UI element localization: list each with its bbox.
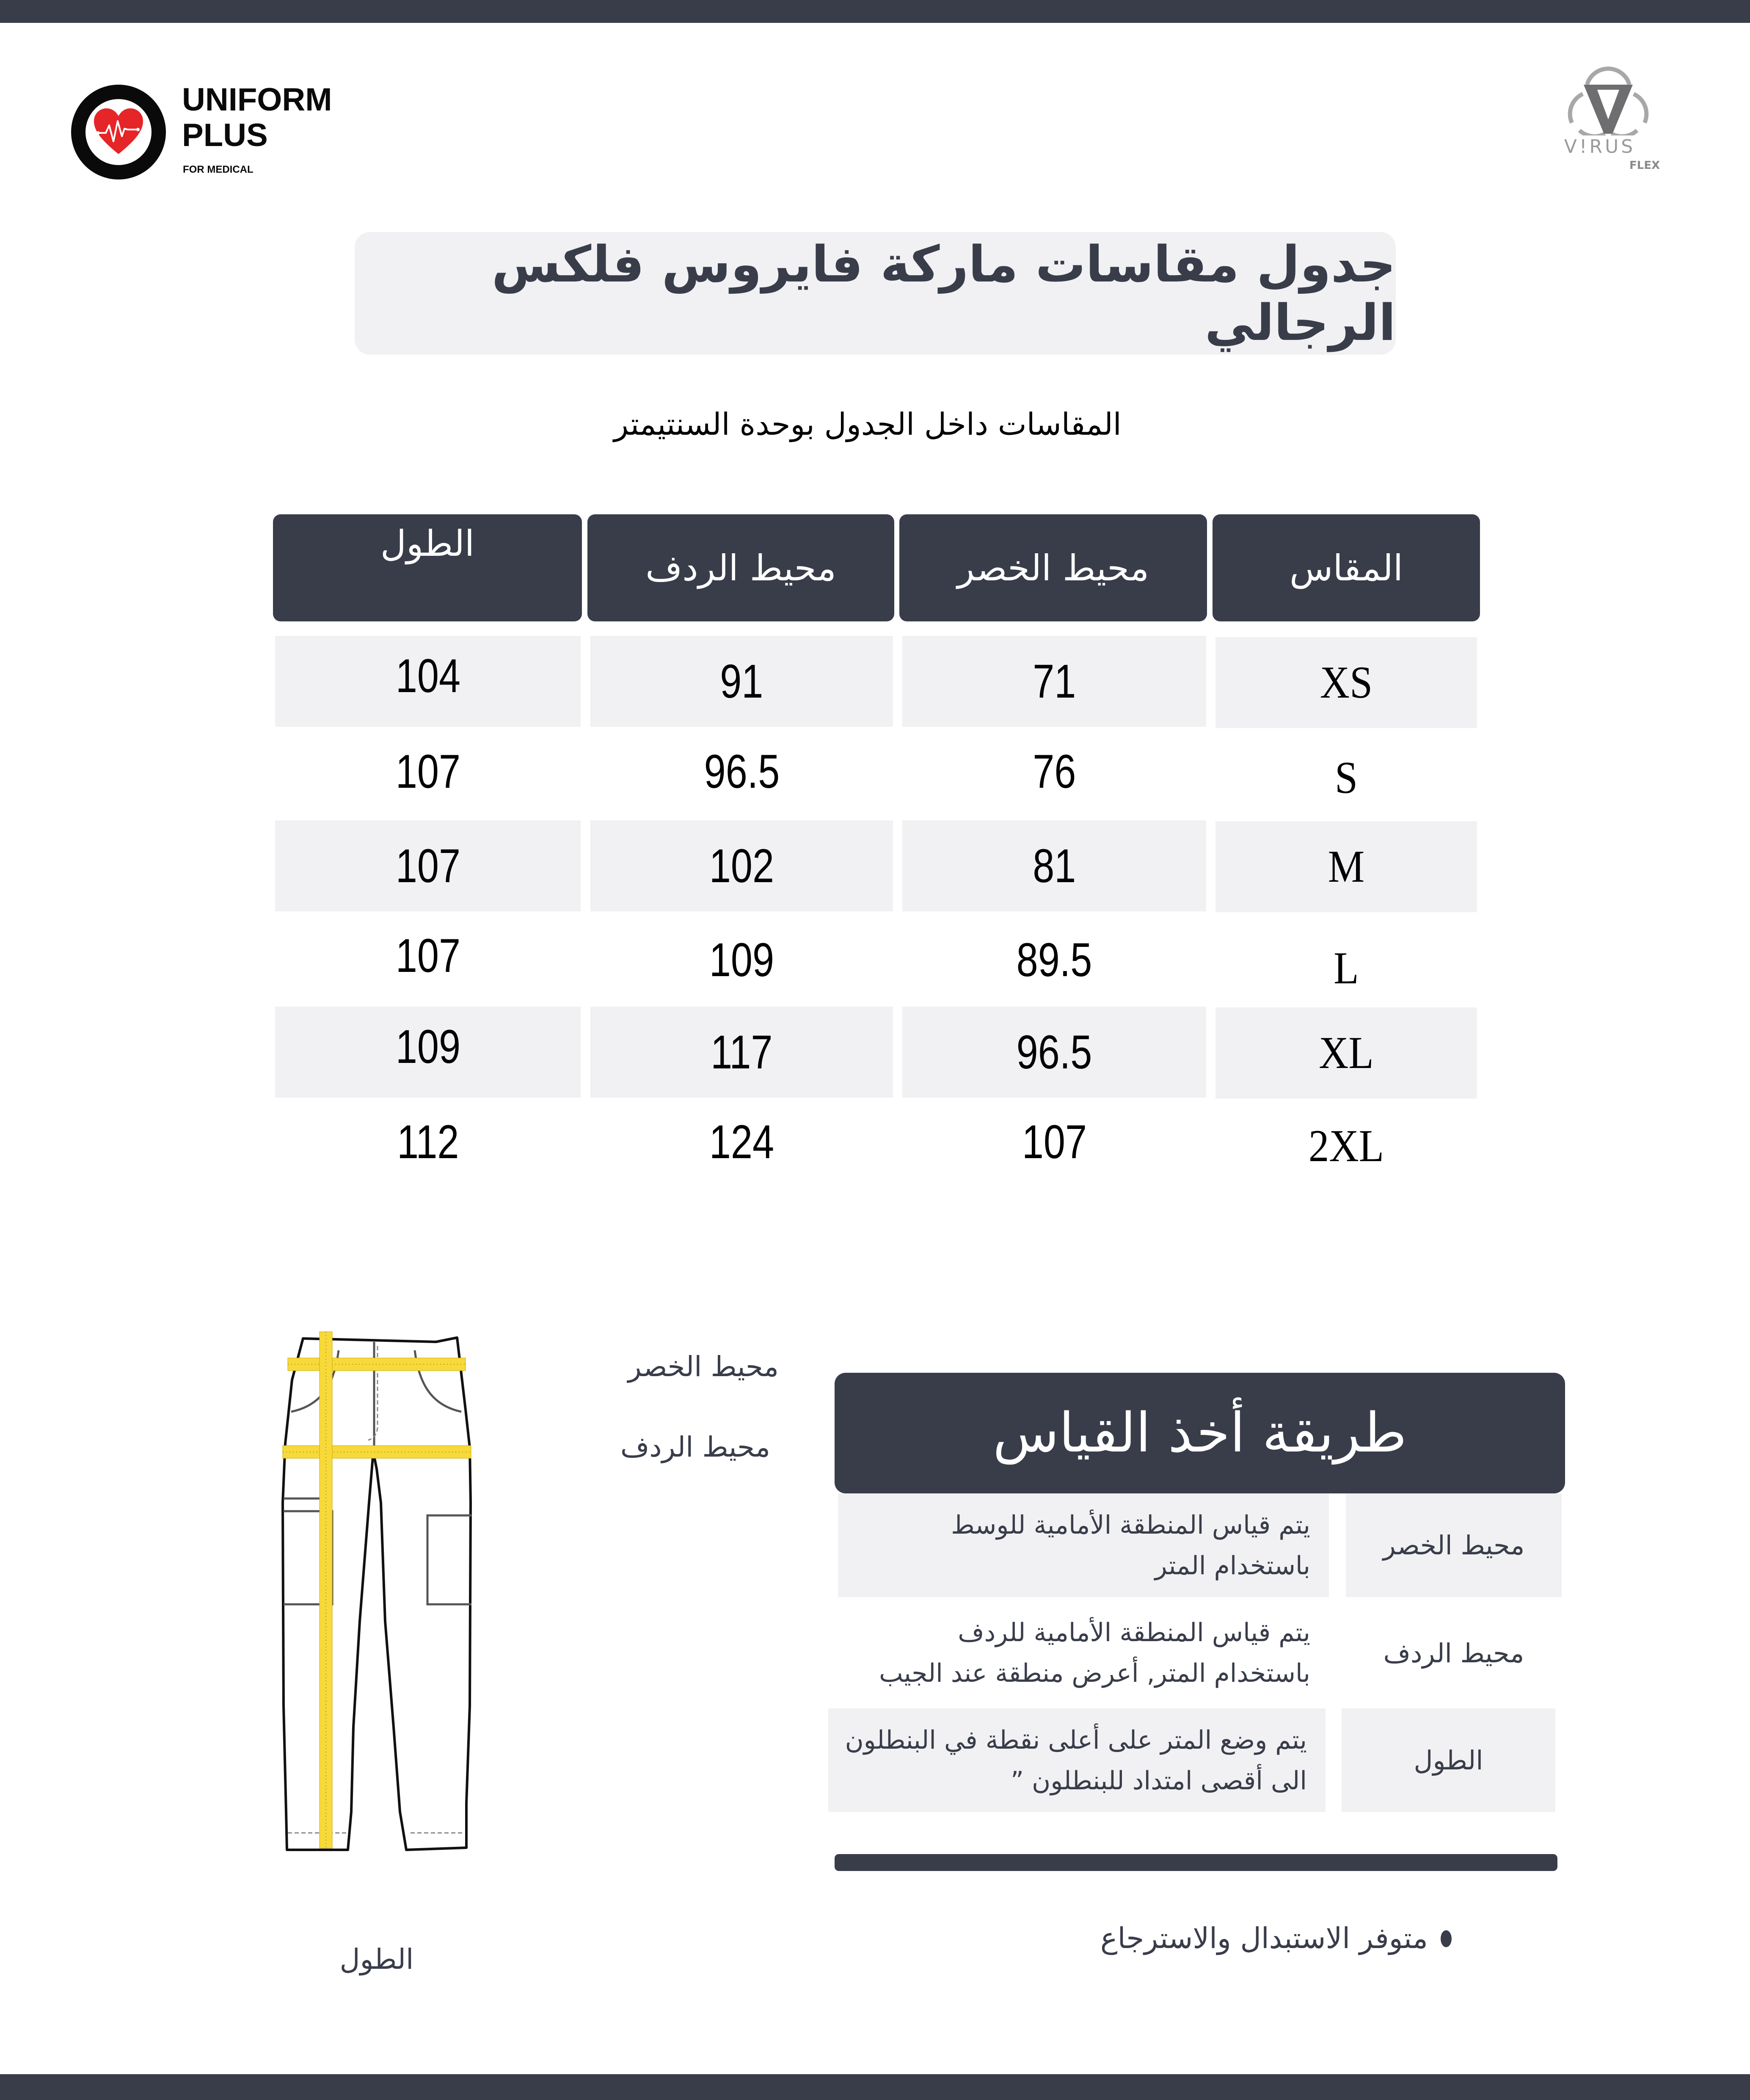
cell-waist: 107	[1022, 1115, 1087, 1168]
method-desc-hip: يتم قياس المنطقة الأمامية للردف باستخدام المتر, أعرض منطقة عند الجيب	[879, 1618, 1310, 1688]
cell-hip: 109	[709, 933, 774, 986]
method-title: طريقة أخذ القياس	[993, 1402, 1407, 1465]
top-bar	[0, 0, 1750, 23]
cell-length: 107	[395, 929, 460, 982]
cell-waist: 96.5	[902, 1007, 1206, 1098]
cell-waist: 76	[1032, 745, 1076, 798]
diagram-label-hip: محيط الردف	[620, 1431, 770, 1463]
cell-size: M	[1215, 821, 1477, 912]
cell-hip: 96.5	[704, 745, 780, 798]
flex-wordmark: FLEX	[1629, 159, 1660, 172]
cell-hip: 124	[709, 1115, 774, 1168]
brand-tagline: FOR MEDICAL	[183, 164, 254, 175]
biohazard-v-icon	[1557, 55, 1659, 135]
cell-waist: 81	[902, 820, 1206, 911]
cell-length: 112	[397, 1115, 459, 1168]
virus-wordmark: V!RUS	[1564, 136, 1636, 157]
method-title-box	[835, 1373, 1565, 1493]
waist-tape	[288, 1358, 466, 1371]
method-desc-waist: يتم قياس المنطقة الأمامية للوسط باستخدام المتر	[838, 1493, 1329, 1597]
diagram-label-length: الطول	[339, 1943, 414, 1976]
pants-measurement-diagram	[271, 1325, 576, 1939]
method-label-length: الطول	[1342, 1708, 1555, 1812]
cell-hip: 102	[590, 820, 893, 911]
cell-size: XL	[1215, 1007, 1477, 1098]
brand-name-line1: UNIFORM	[182, 82, 332, 118]
heart-pulse-icon	[92, 107, 145, 157]
title-box	[355, 232, 1396, 355]
header-length: الطول	[273, 514, 582, 621]
cell-length: 104	[275, 636, 581, 727]
cell-size: S	[1334, 752, 1358, 803]
method-label-waist: محيط الخصر	[1346, 1493, 1562, 1597]
cell-length: 107	[275, 820, 581, 911]
cell-length: 107	[395, 745, 460, 798]
cell-length: 109	[275, 1007, 581, 1098]
cell-size: XS	[1215, 637, 1477, 728]
header-size: المقاس	[1213, 514, 1480, 621]
cell-waist: 89.5	[1016, 933, 1092, 986]
bullet-icon	[1441, 1930, 1452, 1947]
exchange-note-text: متوفر الاستبدال والاسترجاع	[1100, 1922, 1428, 1955]
diagram-label-waist: محيط الخصر	[628, 1350, 779, 1383]
method-desc-length: يتم وضع المتر على أعلى نقطة في البنطلون الى أقصى امتداد للبنطلون ”	[828, 1708, 1326, 1812]
length-tape	[320, 1332, 332, 1848]
exchange-note	[1100, 1922, 1502, 1955]
page-title: جدول مقاسات ماركة فايروس فلكس الرجالي	[491, 235, 1396, 352]
brand-name-line2: PLUS	[182, 117, 268, 153]
header-waist: محيط الخصر	[899, 514, 1207, 621]
cell-waist: 71	[902, 636, 1206, 727]
cell-size: 2XL	[1308, 1120, 1384, 1171]
cell-size: L	[1334, 943, 1359, 993]
units-subtitle: المقاسات داخل الجدول بوحدة السنتيمتر	[614, 406, 1122, 442]
method-footer-bar	[835, 1854, 1557, 1871]
cell-hip: 91	[590, 636, 893, 727]
method-label-hip: محيط الردف	[1383, 1637, 1524, 1669]
bottom-bar	[0, 2074, 1750, 2100]
cell-hip: 117	[590, 1007, 893, 1098]
hip-tape	[283, 1446, 471, 1458]
header-hip: محيط الردف	[587, 514, 894, 621]
